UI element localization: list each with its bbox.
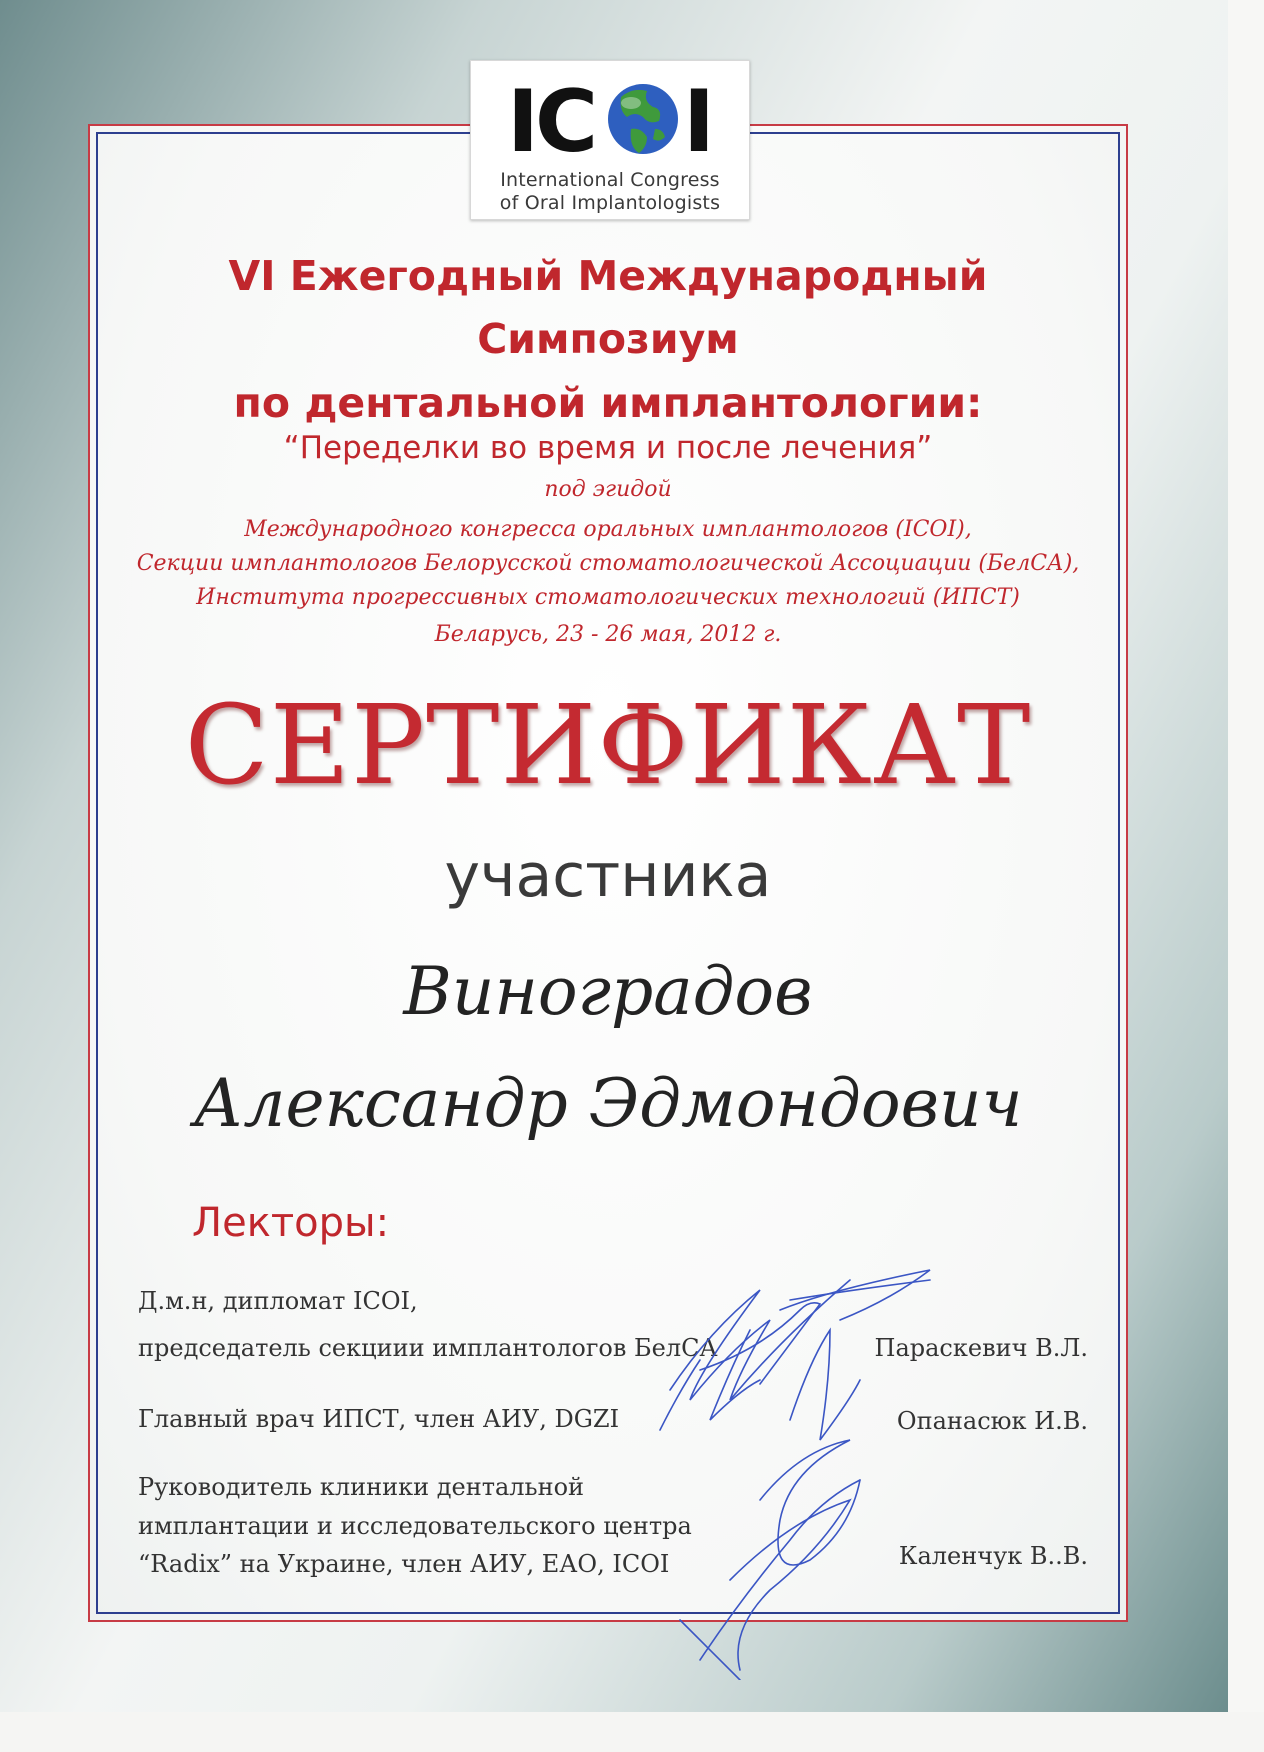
organizer-3: Института прогрессивных стоматологических технологий (ИПСТ) (196, 585, 1020, 610)
lector-1-title-line-1: Д.м.н, дипломат ICOI, (138, 1287, 418, 1315)
scan-edge (1228, 0, 1264, 1752)
lector-1-name: Параскевич В.Л. (874, 1334, 1088, 1362)
lector-3-title-line-2: имплантации и исследовательского центра (138, 1512, 692, 1540)
lector-1-title-line-2: председатель секциии имплантологов БелСА (138, 1334, 718, 1362)
header-line-1: VI Ежегодный Международный (228, 252, 988, 300)
place-date: Беларусь, 23 - 26 мая, 2012 г. (434, 622, 782, 647)
recipient-first-middle-name: Александр Эдмондович (193, 1065, 1023, 1142)
lector-3-title-line-1: Руководитель клиники дентальной (138, 1473, 585, 1501)
lector-3-title-line-3: “Radix” на Украине, член АИУ, ЕАО, ICOI (138, 1550, 670, 1578)
logo-line-2: of Oral Implantologists (499, 192, 721, 214)
certificate-title: СЕРТИФИКАТ (184, 681, 1032, 809)
recipient-last-name: Виноградов (403, 953, 813, 1030)
certificate-subtitle: участника (444, 841, 772, 911)
logo-wordmark-right: I (683, 72, 715, 172)
icoi-logo-mark (471, 67, 749, 179)
symposium-subtitle: “Переделки во время и после лечения” (283, 430, 933, 466)
globe-icon (608, 84, 678, 154)
lector-2-name: Опанасюк И.В. (896, 1407, 1088, 1435)
logo-wordmark-left: IC (507, 72, 595, 172)
header-line-3: по дентальной имплантологии: (233, 379, 983, 427)
organizer-2: Секции имплантологов Белорусской стоматологической Ассоциации (БелСА), (136, 551, 1080, 576)
auspices-label: под эгидой (544, 477, 672, 502)
lectors-heading: Лекторы: (192, 1200, 390, 1246)
scan-bottom-edge (0, 1712, 1264, 1752)
lector-3-name: Каленчук В..В. (898, 1542, 1088, 1570)
logo-line-1: International Congress (500, 169, 720, 191)
organizer-1: Международного конгресса оральных имплантологов (ICOI), (244, 517, 972, 542)
lector-2-title-line-1: Главный врач ИПСТ, член АИУ, DGZI (138, 1405, 620, 1433)
header-line-2: Симпозиум (477, 315, 739, 363)
icoi-logo (470, 60, 750, 220)
